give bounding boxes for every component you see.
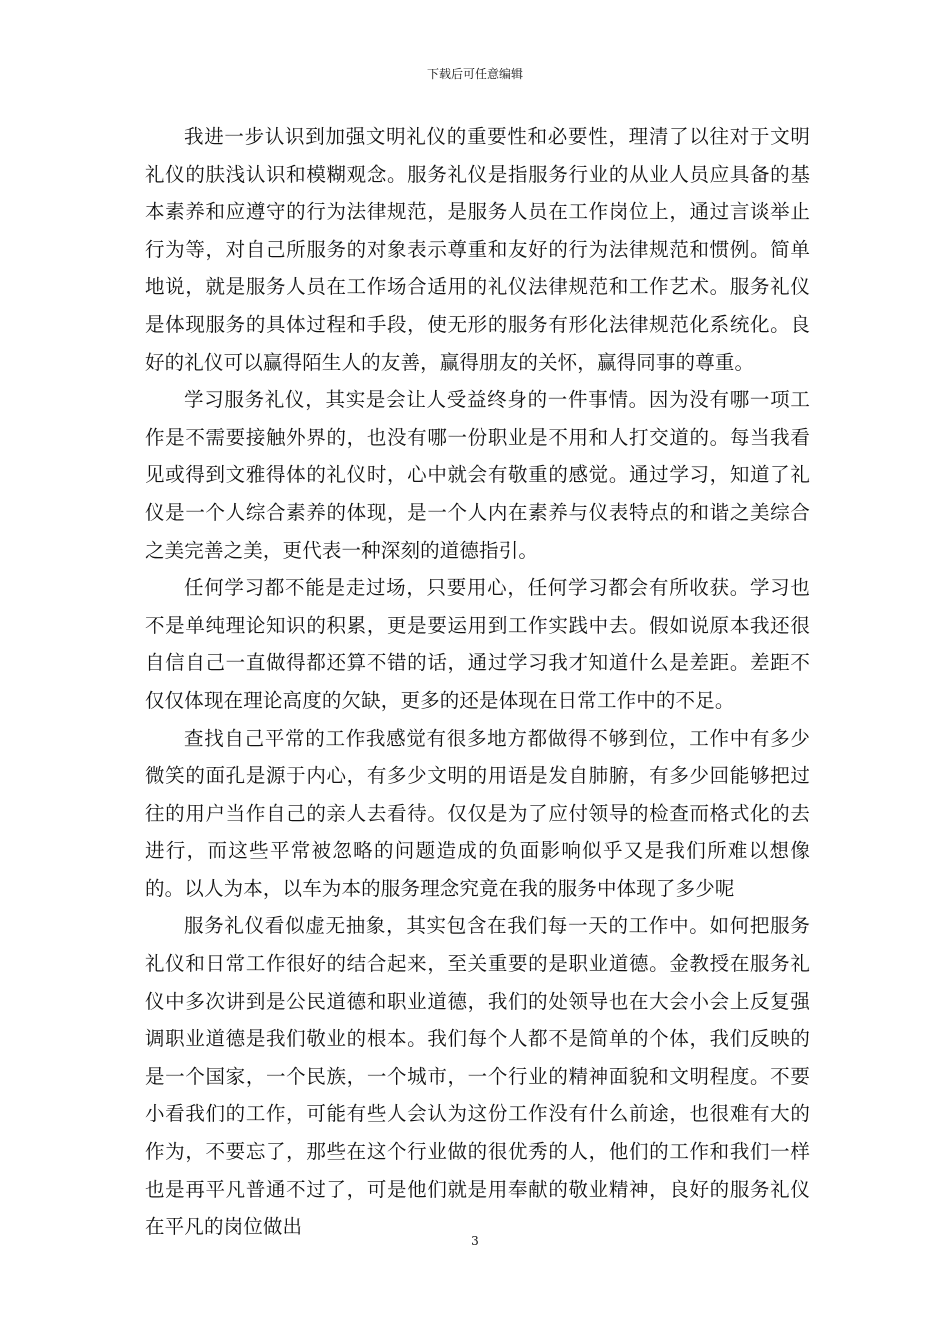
paragraph-4: 查找自己平常的工作我感觉有很多地方都做得不够到位，工作中有多少微笑的面孔是源于内心，有多少文明的用语是发自肺腑，有多少回能够把过往的用户当作自己的亲人去看待。仅仅是为了应付领导的检查而格式化的去进行，而这些平常被忽略的问题造成的负面影响似乎又是我们所难以想像的。以人为本，以车为本的服务理念究竟在我的服务中体现了多少呢 <box>145 726 810 900</box>
page-header: 下载后可任意编辑 <box>426 67 523 81</box>
page-number: 3 <box>471 1234 479 1248</box>
paragraph-5: 服务礼仪看似虚无抽象，其实包含在我们每一天的工作中。如何把服务礼仪和日常工作很好的结合起来，至关重要的是职业道德。金教授在服务礼仪中多次讲到是公民道德和职业道德，我们的处领导也在大会小会上反复强调职业道德是我们敬业的根本。我们每个人都不是简单的个体，我们反映的是一个国家，一个民族，一个城市，一个行业的精神面貌和文明程度。不要小看我们的工作，可能有些人会认为这份工作没有什么前途，也很难有大的作为，不要忘了，那些在这个行业做的很优秀的人，他们的工作和我们一样也是再平凡普通不过了，可是他们就是用奉献的敬业精神，良好的服务礼仪在平凡的岗位做出 <box>145 914 810 1239</box>
paragraph-1: 我进一步认识到加强文明礼仪的重要性和必要性，理清了以往对于文明礼仪的肤浅认识和模糊观念。服务礼仪是指服务行业的从业人员应具备的基本素养和应遵守的行为法律规范，是服务人员在工作岗位上，通过言谈举止行为等，对自己所服务的对象表示尊重和友好的行为法律规范和惯例。简单地说，就是服务人员在工作场合适用的礼仪法律规范和工作艺术。服务礼仪是体现服务的具体过程和手段，使无形的服务有形化法律规范化系统化。良好的礼仪可以赢得陌生人的友善，赢得朋友的关怀，赢得同事的尊重。 <box>145 125 810 374</box>
paragraph-3: 任何学习都不能是走过场，只要用心，任何学习都会有所收获。学习也不是单纯理论知识的积累，更是要运用到工作实践中去。假如说原本我还很自信自己一直做得都还算不错的话，通过学习我才知道什么是差距。差距不仅仅体现在理论高度的欠缺，更多的还是体现在日常工作中的不足。 <box>145 576 810 712</box>
paragraph-2: 学习服务礼仪，其实是会让人受益终身的一件事情。因为没有哪一项工作是不需要接触外界的，也没有哪一份职业是不用和人打交道的。每当我看见或得到文雅得体的礼仪时，心中就会有敬重的感觉。通过学习，知道了礼仪是一个人综合素养的体现，是一个人内在素养与仪表特点的和谐之美综合之美完善之美，更代表一种深刻的道德指引。 <box>145 388 810 562</box>
document-body <box>145 118 810 1246</box>
